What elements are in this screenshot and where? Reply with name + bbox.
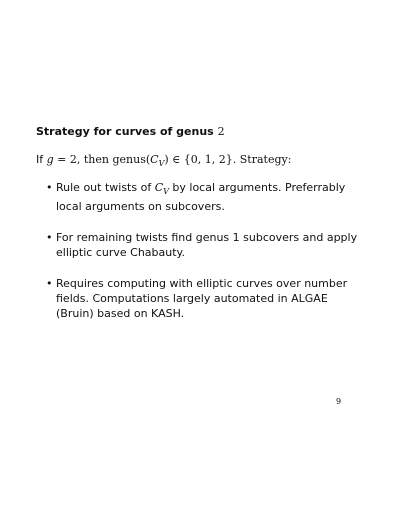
slide-heading [36, 125, 225, 138]
bullet-icon: • [46, 277, 53, 291]
bullet-2-text: For remaining twists find genus 1 subcovers and apply elliptic curve Chabauty. [56, 231, 358, 260]
list-item [46, 180, 366, 214]
intro-var-g: g [46, 153, 54, 166]
list-item [46, 276, 366, 321]
bullet-icon: • [46, 181, 53, 194]
bullet-1-curve-c: C [154, 181, 164, 194]
intro-set: ∈ {0, 1, 2}. Strategy: [168, 153, 292, 166]
page-number: 9 [336, 397, 342, 406]
heading-text: Strategy for curves of genus [36, 125, 214, 138]
strategy-list [46, 180, 366, 321]
intro-prefix: If [36, 153, 44, 166]
intro-line [36, 153, 291, 168]
bullet-1-suffix: by local arguments. Preferrably local arguments on subcovers. [56, 181, 346, 214]
intro-curve-c: C [150, 153, 159, 166]
intro-curve-sub: V [158, 159, 165, 169]
bullet-1-curve-sub: V [163, 187, 169, 197]
intro-eq: = 2, then genus( [53, 153, 151, 166]
bullet-icon: • [46, 231, 53, 245]
bullet-1-prefix: Rule out twists of [56, 181, 152, 194]
list-item [46, 230, 366, 260]
bullet-3-text: Requires computing with elliptic curves over number fields. Computations largely automated in ALGAE (Bruin) based on KASH. [56, 277, 348, 321]
intro-close: ) [164, 153, 169, 166]
heading-genus-number: 2 [217, 125, 225, 138]
